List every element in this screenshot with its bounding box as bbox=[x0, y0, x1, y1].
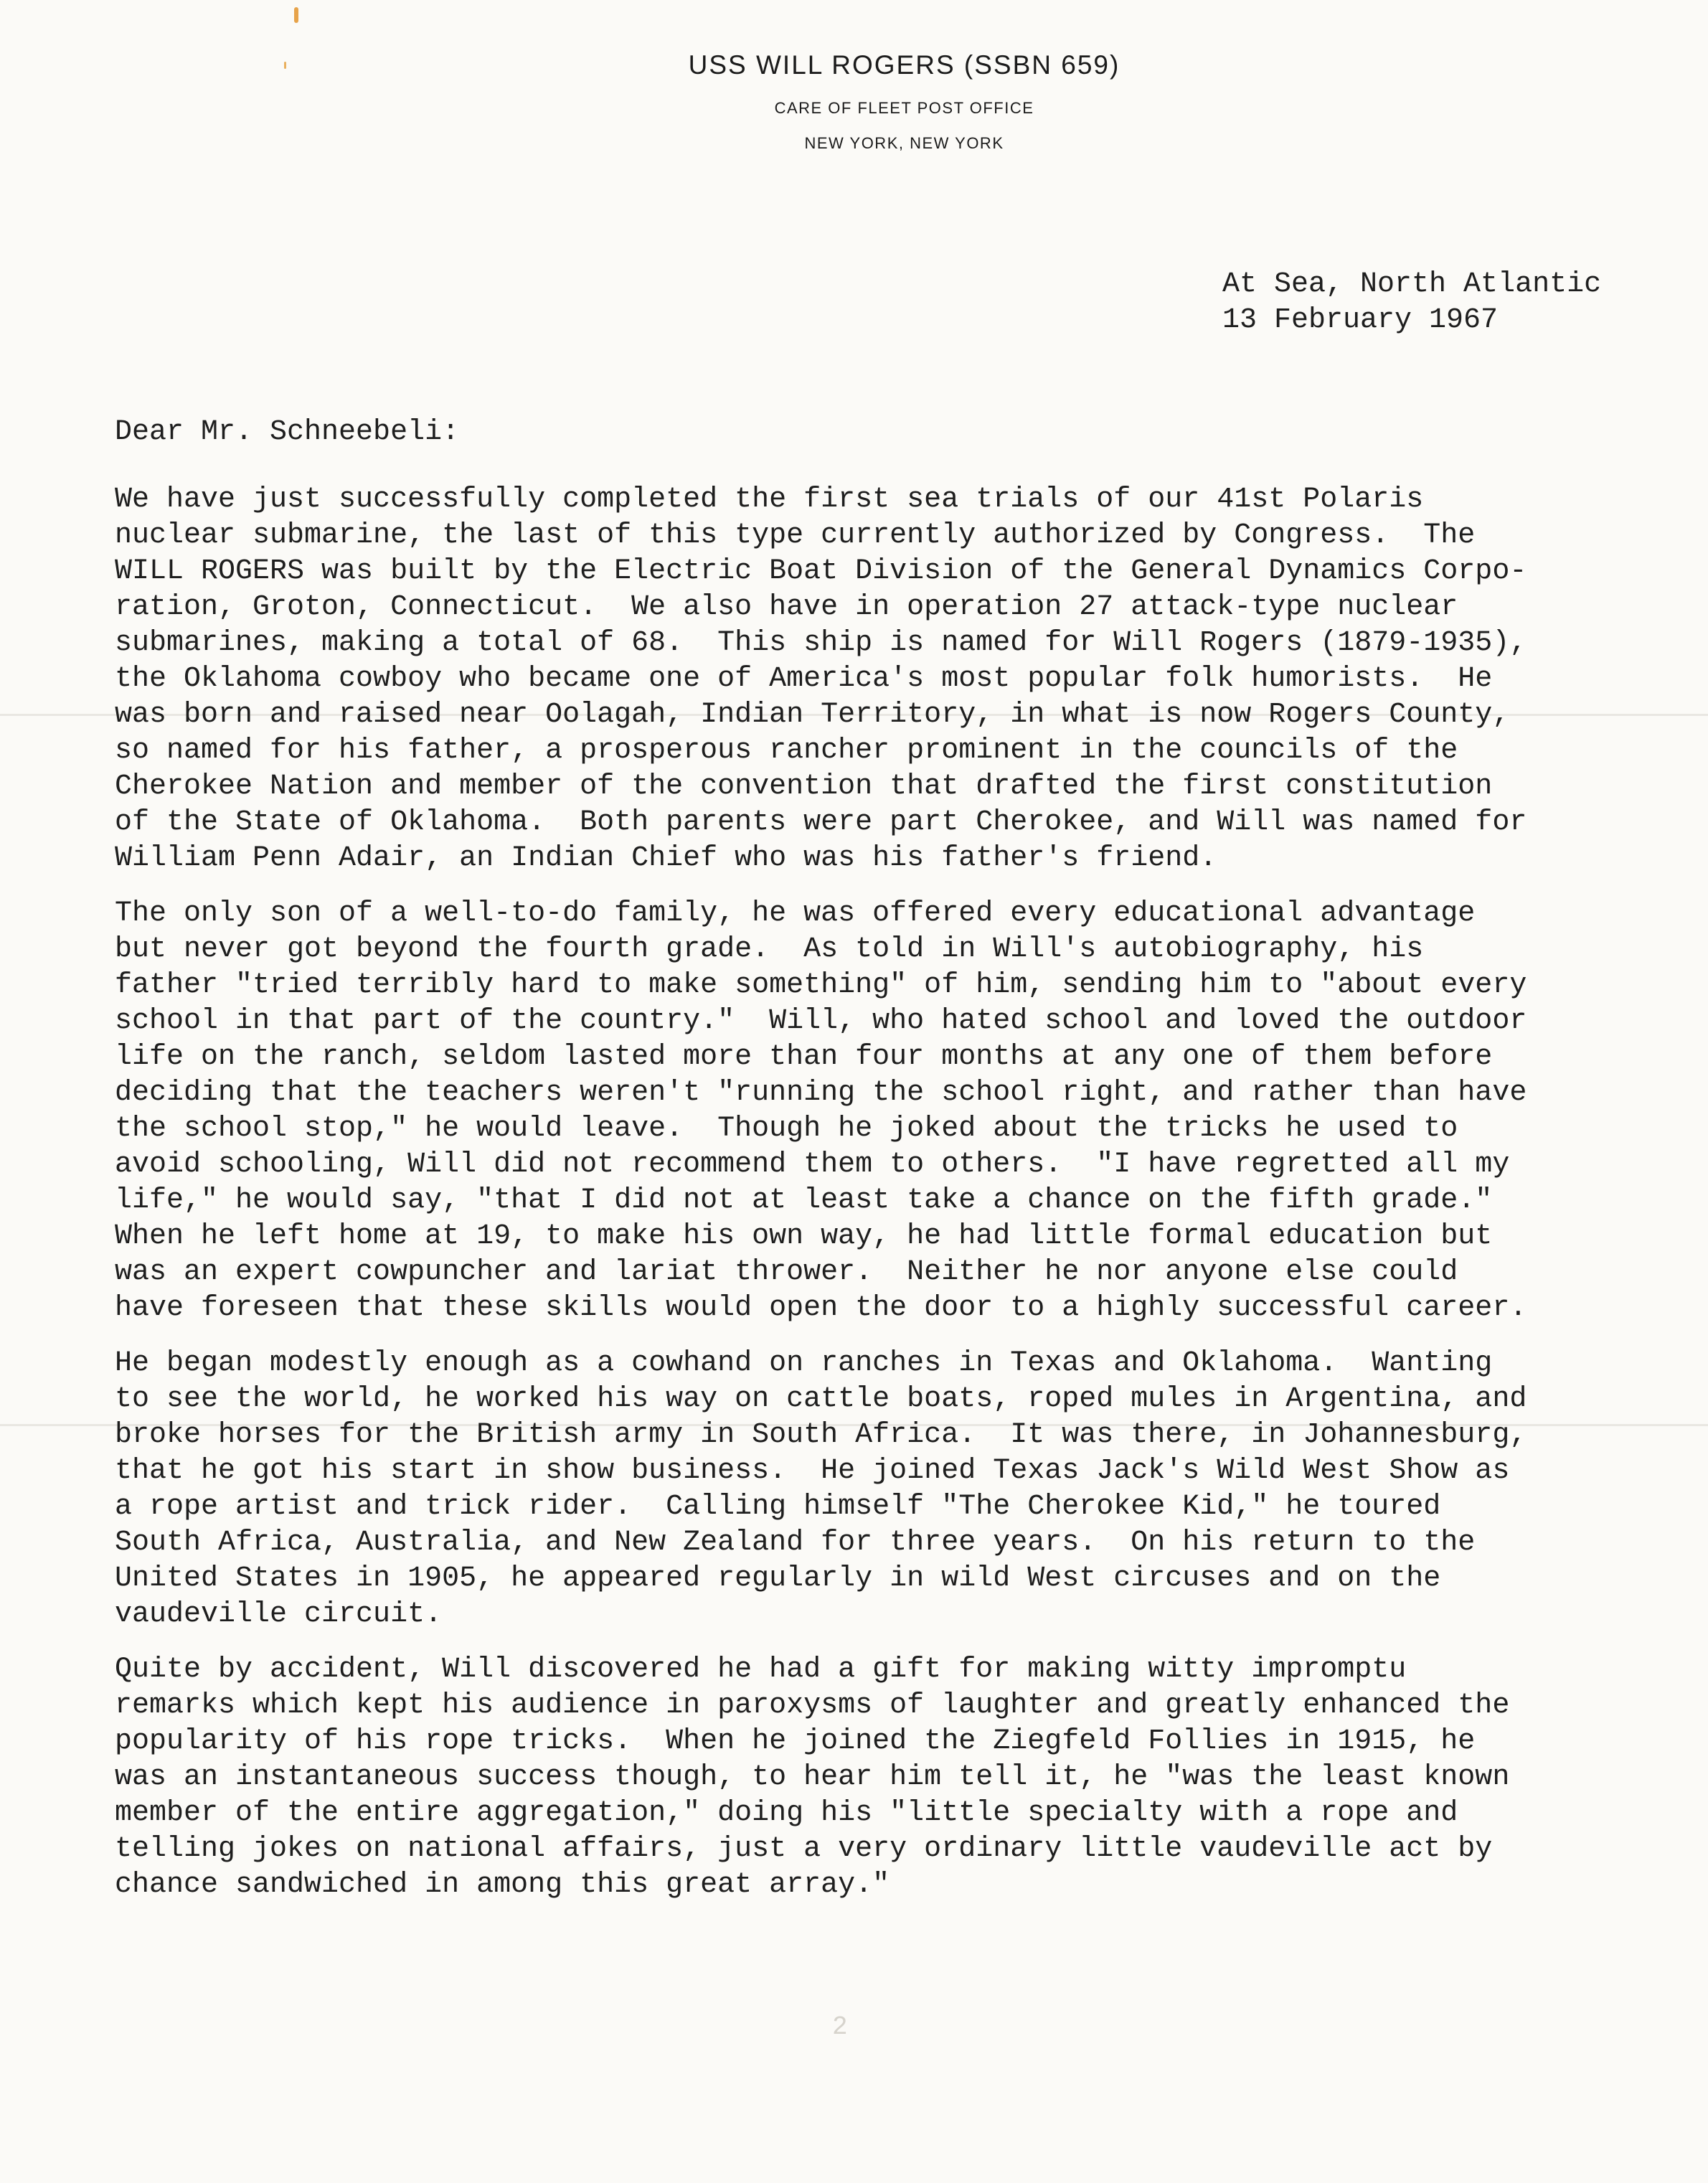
salutation: Dear Mr. Schneebeli: bbox=[115, 416, 460, 448]
body-line: United States in 1905, he appeared regularly in wild West circuses and on the bbox=[115, 1562, 1441, 1595]
letterhead-address-line-1: CARE OF FLEET POST OFFICE bbox=[774, 99, 1034, 117]
body-line: When he left home at 19, to make his own way, he had little formal education but bbox=[115, 1220, 1493, 1253]
body-line: William Penn Adair, an Indian Chief who was his father's friend. bbox=[115, 842, 1217, 874]
body-line: telling jokes on national affairs, just a very ordinary little vaudeville act by bbox=[115, 1833, 1493, 1865]
body-line: of the State of Oklahoma. Both parents were part Cherokee, and Will was named for bbox=[115, 806, 1527, 839]
body-line: so named for his father, a prosperous rancher prominent in the councils of the bbox=[115, 735, 1458, 767]
body-line: a rope artist and trick rider. Calling himself "The Cherokee Kid," he toured bbox=[115, 1491, 1441, 1523]
body-line: was an expert cowpuncher and lariat thrower. Neither he nor anyone else could bbox=[115, 1256, 1458, 1288]
body-line: The only son of a well-to-do family, he was offered every educational advantage bbox=[115, 897, 1476, 930]
body-line: member of the entire aggregation," doing his "little specialty with a rope and bbox=[115, 1797, 1458, 1829]
body-line: ration, Groton, Connecticut. We also have in operation 27 attack-type nuclear bbox=[115, 591, 1458, 623]
body-line: to see the world, he worked his way on cattle boats, roped mules in Argentina, and bbox=[115, 1383, 1527, 1415]
dateline-place: At Sea, North Atlantic bbox=[1222, 268, 1602, 301]
body-line: chance sandwiched in among this great array." bbox=[115, 1869, 890, 1901]
paper-stain bbox=[294, 7, 298, 23]
body-paragraph bbox=[115, 1652, 1621, 1903]
body-line: broke horses for the British army in South Africa. It was there, in Johannesburg, bbox=[115, 1419, 1527, 1451]
body-line: nuclear submarine, the last of this type currently authorized by Congress. The bbox=[115, 519, 1476, 552]
body-line: South Africa, Australia, and New Zealand for three years. On his return to the bbox=[115, 1527, 1476, 1559]
body-line: the school stop," he would leave. Though he joked about the tricks he used to bbox=[115, 1113, 1458, 1145]
body-line: life," he would say, "that I did not at least take a chance on the fifth grade." bbox=[115, 1184, 1493, 1217]
dateline-date: 13 February 1967 bbox=[1222, 304, 1499, 336]
body-line: He began modestly enough as a cowhand on ranches in Texas and Oklahoma. Wanting bbox=[115, 1347, 1493, 1380]
body-line: WILL ROGERS was built by the Electric Boat Division of the General Dynamics Corpo- bbox=[115, 555, 1527, 588]
page-number: 2 bbox=[832, 2012, 848, 2042]
body-paragraph bbox=[115, 482, 1621, 877]
body-line: popularity of his rope tricks. When he joined the Ziegfeld Follies in 1915, he bbox=[115, 1725, 1476, 1758]
body-line: was an instantaneous success though, to hear him tell it, he "was the least known bbox=[115, 1761, 1510, 1793]
body-line: avoid schooling, Will did not recommend them to others. "I have regretted all my bbox=[115, 1149, 1510, 1181]
letter-body bbox=[115, 482, 1621, 1923]
body-line: but never got beyond the fourth grade. As told in Will's autobiography, his bbox=[115, 933, 1424, 966]
body-line: vaudeville circuit. bbox=[115, 1598, 443, 1631]
dateline bbox=[1222, 267, 1601, 339]
letterhead-address-line-2: NEW YORK, NEW YORK bbox=[804, 134, 1004, 152]
letterhead-title: USS WILL ROGERS (SSBN 659) bbox=[688, 50, 1120, 80]
body-line: deciding that the teachers weren't "running the school right, and rather than have bbox=[115, 1077, 1527, 1109]
body-line: life on the ranch, seldom lasted more than four months at any one of them before bbox=[115, 1041, 1493, 1073]
body-line: school in that part of the country." Will, who hated school and loved the outdoor bbox=[115, 1005, 1527, 1037]
body-line: Cherokee Nation and member of the convention that drafted the first constitution bbox=[115, 770, 1493, 803]
body-line: remarks which kept his audience in paroxysms of laughter and greatly enhanced the bbox=[115, 1689, 1510, 1722]
body-paragraph bbox=[115, 896, 1621, 1326]
body-line: We have just successfully completed the first sea trials of our 41st Polaris bbox=[115, 484, 1424, 516]
body-line: submarines, making a total of 68. This ship is named for Will Rogers (1879-1935), bbox=[115, 627, 1527, 659]
body-line: Quite by accident, Will discovered he had a gift for making witty impromptu bbox=[115, 1654, 1407, 1686]
body-paragraph bbox=[115, 1346, 1621, 1633]
body-line: that he got his start in show business. He joined Texas Jack's Wild West Show as bbox=[115, 1455, 1510, 1487]
body-line: father "tried terribly hard to make something" of him, sending him to "about every bbox=[115, 969, 1527, 1001]
body-line: was born and raised near Oolagah, Indian Territory, in what is now Rogers County, bbox=[115, 699, 1510, 731]
body-line: the Oklahoma cowboy who became one of America's most popular folk humorists. He bbox=[115, 663, 1493, 695]
body-line: have foreseen that these skills would open the door to a highly successful career. bbox=[115, 1292, 1527, 1324]
